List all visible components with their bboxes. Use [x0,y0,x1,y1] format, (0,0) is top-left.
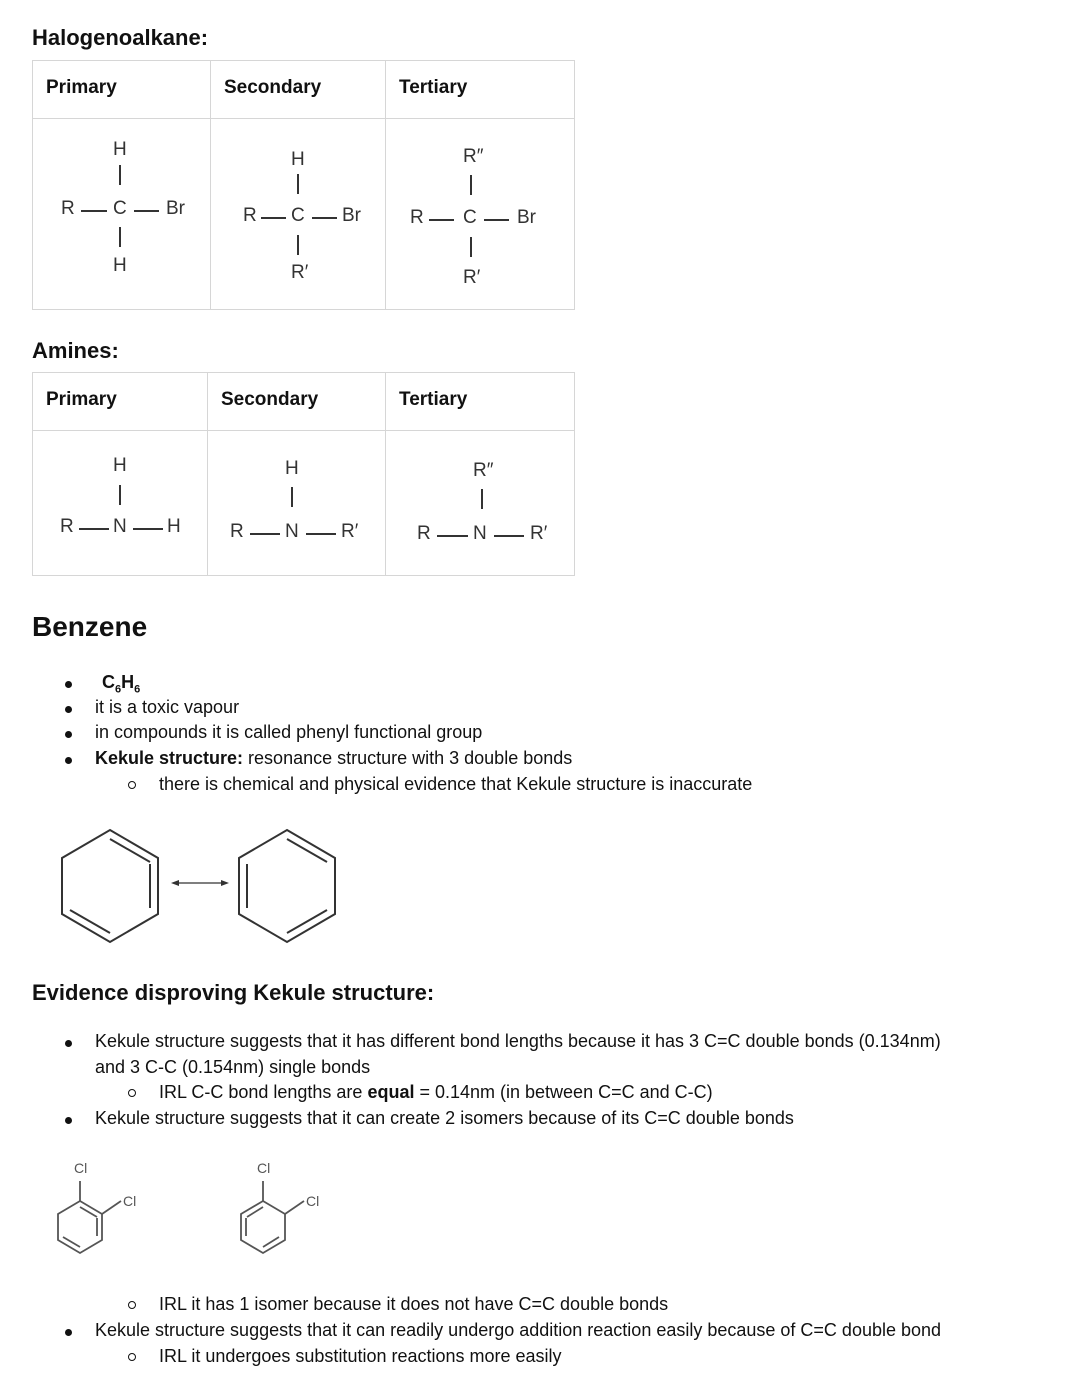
sub-bullet-circle [128,1301,136,1309]
benzene-formula: $C_6H_6$ [102,672,141,696]
amine-header-primary: Primary [46,389,117,410]
benzene-subpoint-evidence: there is chemical and physical evidence that Kekule structure is inaccurate [159,774,753,794]
bullet-dot [65,1329,72,1336]
bullet-dot [65,706,72,713]
evidence-subpoint-one-isomer: IRL it has 1 isomer because it does not have C=C double bonds [159,1294,669,1314]
evidence-subpoint-substitution: IRL it undergoes substitution reactions more easily [159,1346,562,1366]
dichlorobenzene-isomers-diagram [45,1155,345,1260]
halo-header-tertiary: Tertiary [399,77,468,98]
amine-header-secondary: Secondary [221,389,319,410]
sub-bullet-circle [128,781,136,789]
amines-heading: Amines: [32,338,119,363]
evidence-point-bond-lengths-line1: Kekule structure suggests that it has different bond lengths because it has 3 C=C double bonds (0.134nm) [95,1031,941,1051]
halo-tertiary-structure: R″ R C Br R′ [410,146,536,288]
halo-secondary-structure: H R C Br R′ [243,149,361,283]
benzene-point-phenyl: in compounds it is called phenyl functional group [95,722,483,742]
amines-table [32,372,575,576]
evidence-heading: Evidence disproving Kekule structure: [32,980,435,1005]
amine-tertiary-structure: R″ R N R′ [417,460,548,544]
bullet-dot [65,681,72,688]
halo-header-secondary: Secondary [224,77,322,98]
halo-header-primary: Primary [46,77,117,98]
bullet-dot [65,757,72,764]
evidence-subpoint-equal-lengths: IRL C-C bond lengths are equal = 0.14nm (in between C=C and C-C) [159,1082,713,1102]
halogenoalkane-table [32,60,575,310]
amine-secondary-structure: H R N R′ [230,458,359,542]
sub-bullet-circle [128,1353,136,1361]
evidence-point-addition: Kekule structure suggests that it can readily undergo addition reaction easily because of C=C double bond [95,1320,942,1340]
halogenoalkane-heading: Halogenoalkane: [32,25,209,50]
svg-text:Cl: Cl [74,1160,88,1176]
halo-primary-structure: H R C Br H [61,139,185,276]
bullet-dot [65,731,72,738]
evidence-point-isomers: Kekule structure suggests that it can create 2 isomers because of its C=C double bonds [95,1108,794,1128]
amine-primary-structure: H R N H [60,455,181,537]
svg-text:Cl: Cl [306,1193,320,1209]
benzene-point-toxic: it is a toxic vapour [95,697,240,717]
evidence-point-bond-lengths-line2: and 3 C-C (0.154nm) single bonds [95,1057,371,1077]
svg-text:Cl: Cl [123,1193,137,1209]
benzene-heading: Benzene [32,611,148,642]
kekule-resonance-diagram [55,822,345,946]
bullet-dot [65,1040,72,1047]
bullet-dot [65,1117,72,1124]
sub-bullet-circle [128,1089,136,1097]
svg-text:Cl: Cl [257,1160,271,1176]
benzene-point-kekule: Kekule structure: resonance structure with 3 double bonds [95,748,573,768]
amine-header-tertiary: Tertiary [399,389,468,410]
